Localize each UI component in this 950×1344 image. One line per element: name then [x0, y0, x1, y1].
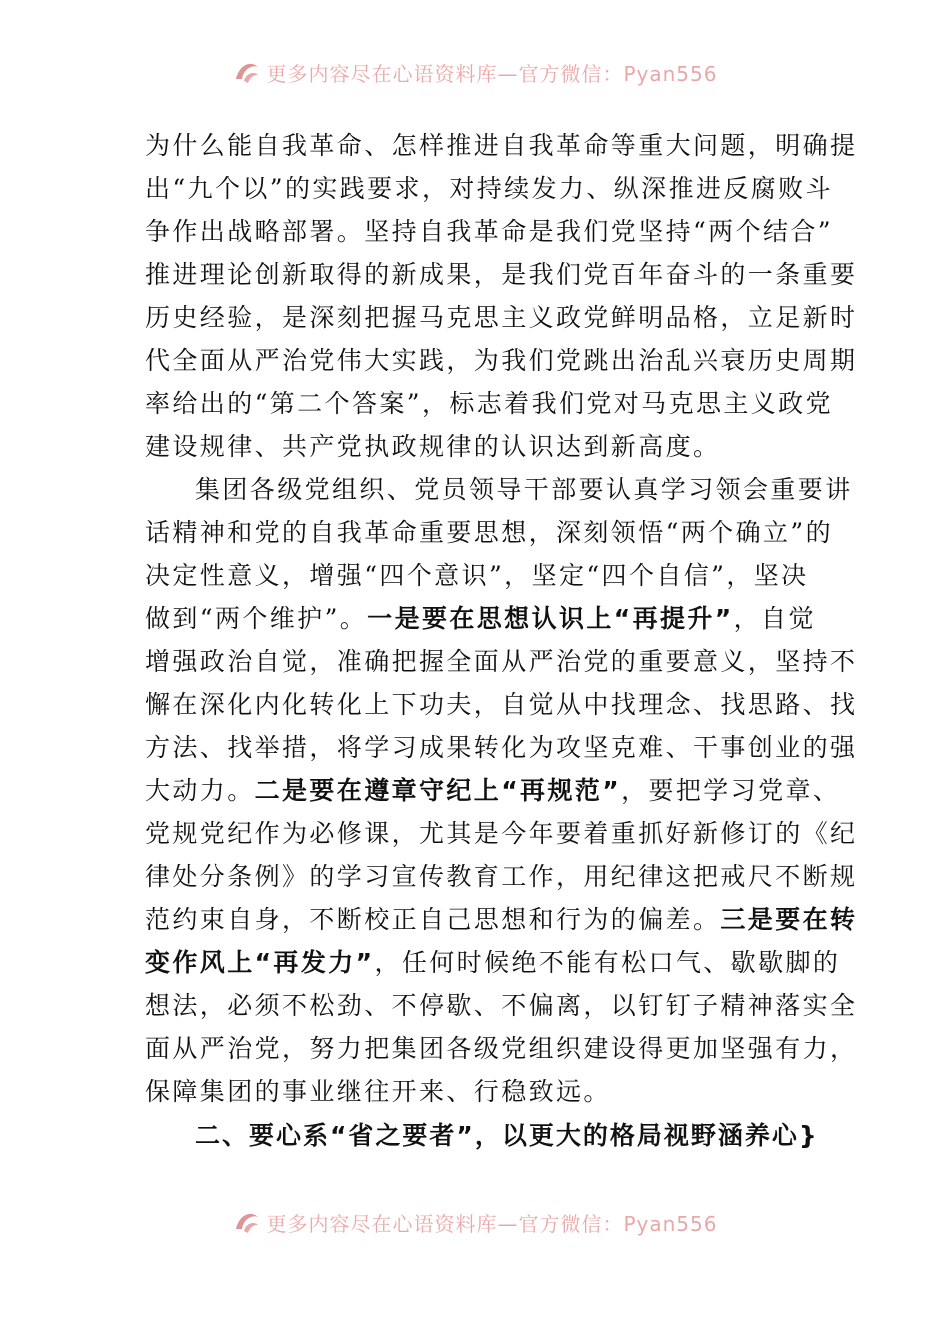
- paragraph-2: [145, 468, 858, 1113]
- text-line: 保障集团的事业继往开来、行稳致远。: [145, 1077, 611, 1106]
- bold-point-3-end: 变作风上“再发力”: [145, 948, 375, 977]
- text-line: 建设规律、共产党执政规律的认识达到新高度。: [145, 432, 721, 461]
- text-line: 增强政治自觉，准确把握全面从严治党的重要意义，坚持不: [145, 647, 858, 676]
- text-line: 出“九个以”的实践要求，对持续发力、纵深推进反腐败斗: [145, 174, 833, 203]
- text-line: 想法，必须不松劲、不停歇、不偏离，以钉钉子精神落实全: [145, 991, 858, 1020]
- bold-point-3-start: 三是要在转: [720, 905, 858, 934]
- text-run: 范约束自身，不断校正自己思想和行为的偏差。: [145, 905, 721, 934]
- watermark-banner-top: [0, 52, 950, 92]
- text-line: 党规党纪作为必修课，尤其是今年要着重抓好新修订的《纪: [145, 819, 858, 848]
- text-line: [145, 769, 841, 812]
- watermark-text: 更多内容尽在心语资料库—官方微信：Pyan556: [266, 61, 718, 86]
- text-line: 为什么能自我革命、怎样推进自我革命等重大问题，明确提: [145, 131, 858, 160]
- text-line: 方法、找举措，将学习成果转化为攻坚克难、干事创业的强: [145, 733, 858, 762]
- text-line: 历史经验，是深刻把握马克思主义政党鲜明品格，立足新时: [145, 303, 858, 332]
- text-line: 律处分条例》的学习宣传教育工作，用纪律这把戒尺不断规: [145, 862, 858, 891]
- bold-point-1: 一是要在思想认识上“再提升”: [367, 604, 734, 633]
- watermark-banner-bottom: [0, 1202, 950, 1242]
- text-run: ，要把学习党章、: [621, 776, 841, 805]
- text-line: [145, 597, 816, 640]
- text-run: 大动力。: [145, 776, 255, 805]
- text-line: [145, 898, 858, 941]
- text-run: ，自觉: [733, 604, 816, 633]
- text-line: 推进理论创新取得的新成果，是我们党百年奋斗的一条重要: [145, 260, 858, 289]
- text-line: 懈在深化内化转化上下功夫，自觉从中找理念、找思路、找: [145, 690, 858, 719]
- paragraph-1: [145, 124, 858, 468]
- text-line: 面从严治党，努力把集团各级党组织建设得更加坚强有力，: [145, 1034, 858, 1063]
- text-line: 决定性意义，增强“四个意识”，坚定“四个自信”，坚决: [145, 561, 809, 590]
- text-line: 代全面从严治党伟大实践，为我们党跳出治乱兴衰历史周期: [145, 346, 858, 375]
- logo-icon: [232, 1209, 262, 1235]
- text-run: ，任何时候绝不能有松口气、歇歇脚的: [374, 948, 841, 977]
- text-run: 做到“两个维护”。: [145, 604, 368, 633]
- section-heading: 二、要心系“省之要者”，以更大的格局视野涵养心}: [195, 1121, 819, 1150]
- text-line: 争作出战略部署。坚持自我革命是我们党坚持“两个结合”: [145, 217, 833, 246]
- document-body: [145, 124, 858, 1159]
- logo-icon: [232, 59, 262, 85]
- bold-point-2: 二是要在遵章守纪上“再规范”: [254, 776, 622, 805]
- text-line: 话精神和党的自我革命重要思想，深刻领悟“两个确立”的: [145, 518, 833, 547]
- text-line: 率给出的“第二个答案”，标志着我们党对马克思主义政党: [145, 389, 833, 418]
- watermark-text: 更多内容尽在心语资料库—官方微信：Pyan556: [266, 1211, 718, 1236]
- text-line: 集团各级党组织、党员领导干部要认真学习领会重要讲: [195, 475, 853, 504]
- text-line: [145, 941, 841, 984]
